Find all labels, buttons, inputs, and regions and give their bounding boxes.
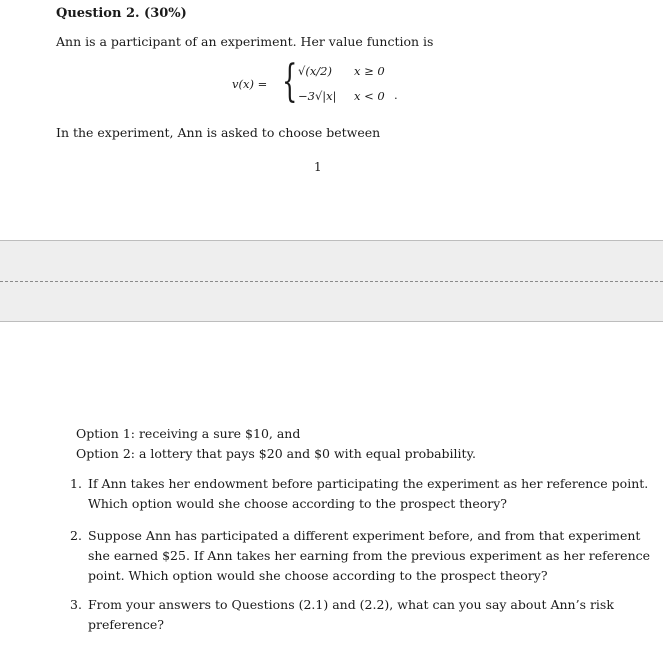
subquestion-number: 1.: [70, 476, 82, 491]
subquestion-text-line: If Ann takes her endowment before participating the experiment as her reference point.: [88, 476, 649, 491]
subquestion-text-line: preference?: [88, 617, 164, 632]
subquestion-text-line: Which option would she choose according to the prospect theory?: [88, 496, 507, 511]
option-1: Option 1: receiving a sure $10, and: [76, 426, 301, 441]
formula-case1-condition: x ≥ 0: [354, 64, 385, 78]
question-title: Question 2. (30%): [56, 6, 187, 21]
formula-period: .: [394, 88, 398, 102]
formula-lhs: v(x) =: [232, 77, 268, 91]
value-function-formula: [232, 56, 412, 112]
page-number: 1: [314, 160, 322, 174]
choose-paragraph: In the experiment, Ann is asked to choose between: [56, 125, 381, 140]
page-break-line: [0, 281, 663, 282]
formula-case1-expression: √(x/2): [298, 64, 332, 78]
intro-paragraph: Ann is a participant of an experiment. Her value function is: [56, 34, 434, 49]
document-page-2: [0, 322, 663, 659]
formula-brace: {: [282, 56, 298, 107]
subquestion-number: 3.: [70, 597, 82, 612]
subquestion-text-line: she earned $25. If Ann takes her earning from the previous experiment as her reference: [88, 548, 651, 563]
formula-case2-expression: −3√|x|: [298, 89, 337, 103]
subquestion-number: 2.: [70, 528, 82, 543]
subquestion-text-line: From your answers to Questions (2.1) and (2.2), what can you say about Ann’s risk: [88, 597, 614, 612]
subquestion-text-line: point. Which option would she choose according to the prospect theory?: [88, 568, 548, 583]
option-2: Option 2: a lottery that pays $20 and $0 with equal probability.: [76, 446, 476, 461]
subquestion-text-line: Suppose Ann has participated a different experiment before, and from that experiment: [88, 528, 641, 543]
page-separator: [0, 240, 663, 322]
formula-case2-condition: x < 0: [354, 89, 385, 103]
document-page-1: [0, 0, 663, 240]
